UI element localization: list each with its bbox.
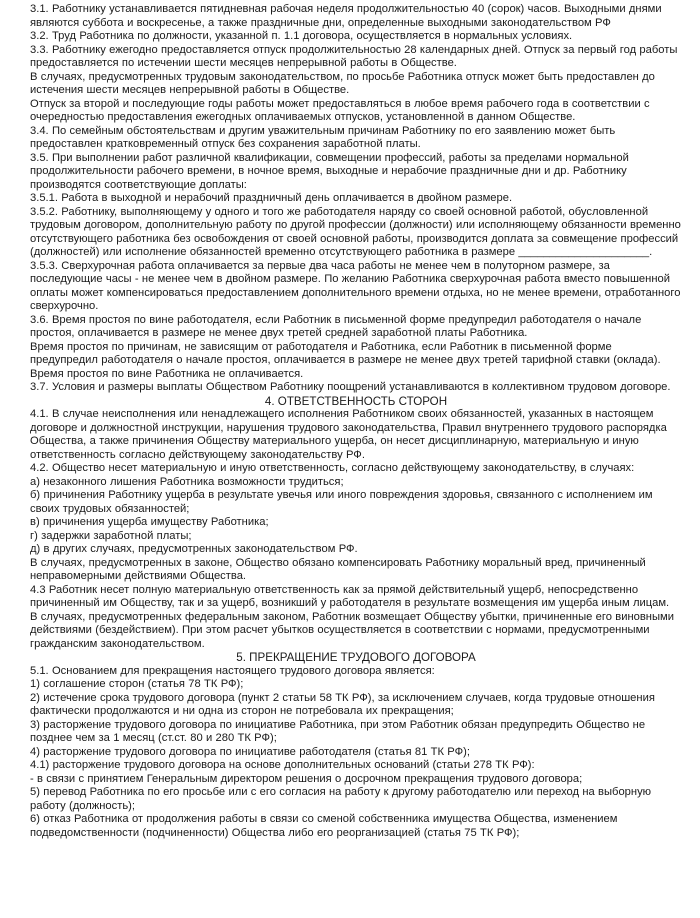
clause-3-3: 3.3. Работнику ежегодно предоставляется отпуск продолжительностью 28 календарных дней. Отпуск за первый год работы предоставляется по истечении шести месяцев непрерывной работы в Обществе.	[30, 43, 678, 69]
clause-3-4: 3.4. По семейным обстоятельствам и другим уважительным причинам Работнику по его заявлению может быть предоставлен кратковременный отпуск без сохранения заработной платы.	[30, 124, 616, 150]
clause-5-1-item-5: 5) перевод Работника по его просьбе или с его согласия на работу к другому работодателю или переход на выборную работу (должность);	[30, 786, 652, 812]
clause-4-2-item-d: д) в других случаях, предусмотренных законодательством РФ.	[30, 543, 358, 555]
clause-4-3: 4.3 Работник несет полную материальную ответственность как за прямой действительный ущерб, непосредственно причиненный им Обществу, так и за ущерб, возникший у работодателя в результате возмещения им ущерба иным лицам.	[30, 583, 670, 609]
clause-3-7: 3.7. Условия и размеры выплаты Обществом Работнику поощрений устанавливаются в коллективном трудовом договоре.	[30, 381, 671, 393]
clause-4-2-item-g: г) задержки заработной платы;	[30, 529, 192, 542]
clause-5-1-item-3: 3) расторжение трудового договора по инициативе Работника, при этом Работник обязан предупредить Общество не позднее чем за 1 месяц (ст.ст. 80 и 280 ТК РФ);	[30, 718, 646, 744]
clause-5-1-item-1: 1) соглашение сторон (статья 78 ТК РФ);	[30, 678, 244, 690]
section-4-heading: 4. ОТВЕТСТВЕННОСТЬ СТОРОН	[264, 394, 448, 408]
clause-3-6: 3.6. Время простоя по вине работодателя, если Работник в письменной форме предупредил работодателя о начале простоя, оплачивается в размере не менее двух третей средней заработной платы Работника.	[30, 313, 642, 339]
clause-3-5: 3.5. При выполнении работ различной квалификации, совмещении профессий, работы за пределами нормальной продолжительности рабочего времени, в ночное время, выходные и нерабочие праздничные дни и др. Работнику производятся соответствующие доплаты:	[30, 151, 629, 191]
clause-4-1: 4.1. В случае неисполнения или ненадлежащего исполнения Работником своих обязанностей, указанных в настоящем договоре и должностной инструкции, нарушения трудового законодательства, Правил внутреннего трудового распорядка Общества, а также причинения Обществу материального ущерба, он несет дисциплинарную, материальную и иную ответственность согласно действующему законодательству РФ.	[30, 408, 667, 461]
clause-3-1: 3.1. Работнику устанавливается пятидневная рабочая неделя продолжительностью 40 (сорок) часов. Выходными днями являются суббота и воскресенье, а также праздничные дни, определенные выходными законодательством РФ	[30, 3, 662, 29]
clause-3-5-2: 3.5.2. Работнику, выполняющему у одного и того же работодателя наряду со своей основной работой, обусловленной трудовым договором, дополнительную работу по другой профессии (должности) или исполняющему обязанности временно отсутствующего работника без освобождения от своей основной работы, производится доплата за совмещение профессий (должностей) или исполнение обязанностей временно отсутствующего работника в размере _____________________.	[30, 205, 681, 258]
clause-5-1: 5.1. Основанием для прекращения настоящего трудового договора является:	[30, 664, 435, 677]
clause-3-3-note-1: В случаях, предусмотренных трудовым законодательством, по просьбе Работника отпуск может быть предоставлен до истечения шести месяцев непрерывной работы в Обществе.	[30, 70, 655, 96]
document-body	[30, 3, 682, 840]
clause-4-2-item-v: в) причинения ущерба имуществу Работника;	[30, 516, 269, 528]
clause-4-2-item-b: б) причинения Работнику ущерба в результате увечья или иного повреждения здоровья, связанного с исполнением им своих трудовых обязанностей;	[30, 489, 653, 515]
clause-3-5-1: 3.5.1. Работа в выходной и нерабочий праздничный день оплачивается в двойном размере.	[30, 192, 513, 204]
clause-3-6-note: Время простоя по причинам, не зависящим от работодателя и Работника, если Работник в письменной форме предупредил работодателя о начале простоя, оплачивается в размере не менее двух третей тарифной ставки (оклада). Время простоя по вине Работника не оплачивается.	[30, 340, 661, 380]
clause-5-1-item-4-1: 4.1) расторжение трудового договора на основе дополнительных оснований (статьи 278 ТК РФ):	[30, 759, 535, 771]
section-5-heading: 5. ПРЕКРАЩЕНИЕ ТРУДОВОГО ДОГОВОРА	[236, 651, 476, 664]
clause-4-2-item-a: а) незаконного лишения Работника возможности трудиться;	[30, 475, 344, 488]
clause-5-1-item-6: 6) отказ Работника от продолжения работы в связи со сменой собственника имущества Общества, изменением подведомственности (подчиненности) Общества либо его реорганизацией (статья 75 ТК РФ);	[30, 813, 618, 839]
clause-4-2-note: В случаях, предусмотренных в законе, Общество обязано компенсировать Работнику моральный вред, причиненный неправомерными действиями Общества.	[30, 556, 646, 582]
clause-3-3-note-2: Отпуск за второй и последующие годы работы может предоставляться в любое время рабочего года в соответствии с очередностью предоставления ежегодных оплачиваемых отпусков, установленной в данном Обществе.	[30, 97, 650, 123]
clause-3-2: 3.2. Труд Работника по должности, указанной п. 1.1 договора, осуществляется в нормальных условиях.	[30, 30, 573, 42]
clause-5-1-item-4-1-dash: - в связи с принятием Генеральным директором решения о досрочном прекращения трудового договора;	[30, 772, 583, 785]
clause-4-3-note: В случаях, предусмотренных федеральным законом, Работник возмещает Обществу убытки, причиненные его виновными действиями (бездействием). При этом расчет убытков осуществляется в соответствии с нормами, предусмотренными гражданским законодательством.	[30, 610, 674, 650]
clause-5-1-item-4: 4) расторжение трудового договора по инициативе работодателя (статья 81 ТК РФ);	[30, 745, 470, 758]
clause-5-1-item-2: 2) истечение срока трудового договора (пункт 2 статьи 58 ТК РФ), за исключением случаев, когда трудовые отношения фактически продолжаются и ни одна из сторон не потребовала их прекращения;	[30, 691, 655, 717]
clause-3-5-3: 3.5.3. Сверхурочная работа оплачивается за первые два часа работы не менее чем в полуторном размере, за последующие часы - не менее чем в двойном размере. По желанию Работника сверхурочная работа вместо повышенной оплаты может компенсироваться предоставлением дополнительного времени отдыха, но не менее времени, отработанного сверхурочно.	[30, 259, 681, 312]
clause-4-2: 4.2. Общество несет материальную и иную ответственность, согласно действующему законодательству, в случаях:	[30, 462, 635, 474]
